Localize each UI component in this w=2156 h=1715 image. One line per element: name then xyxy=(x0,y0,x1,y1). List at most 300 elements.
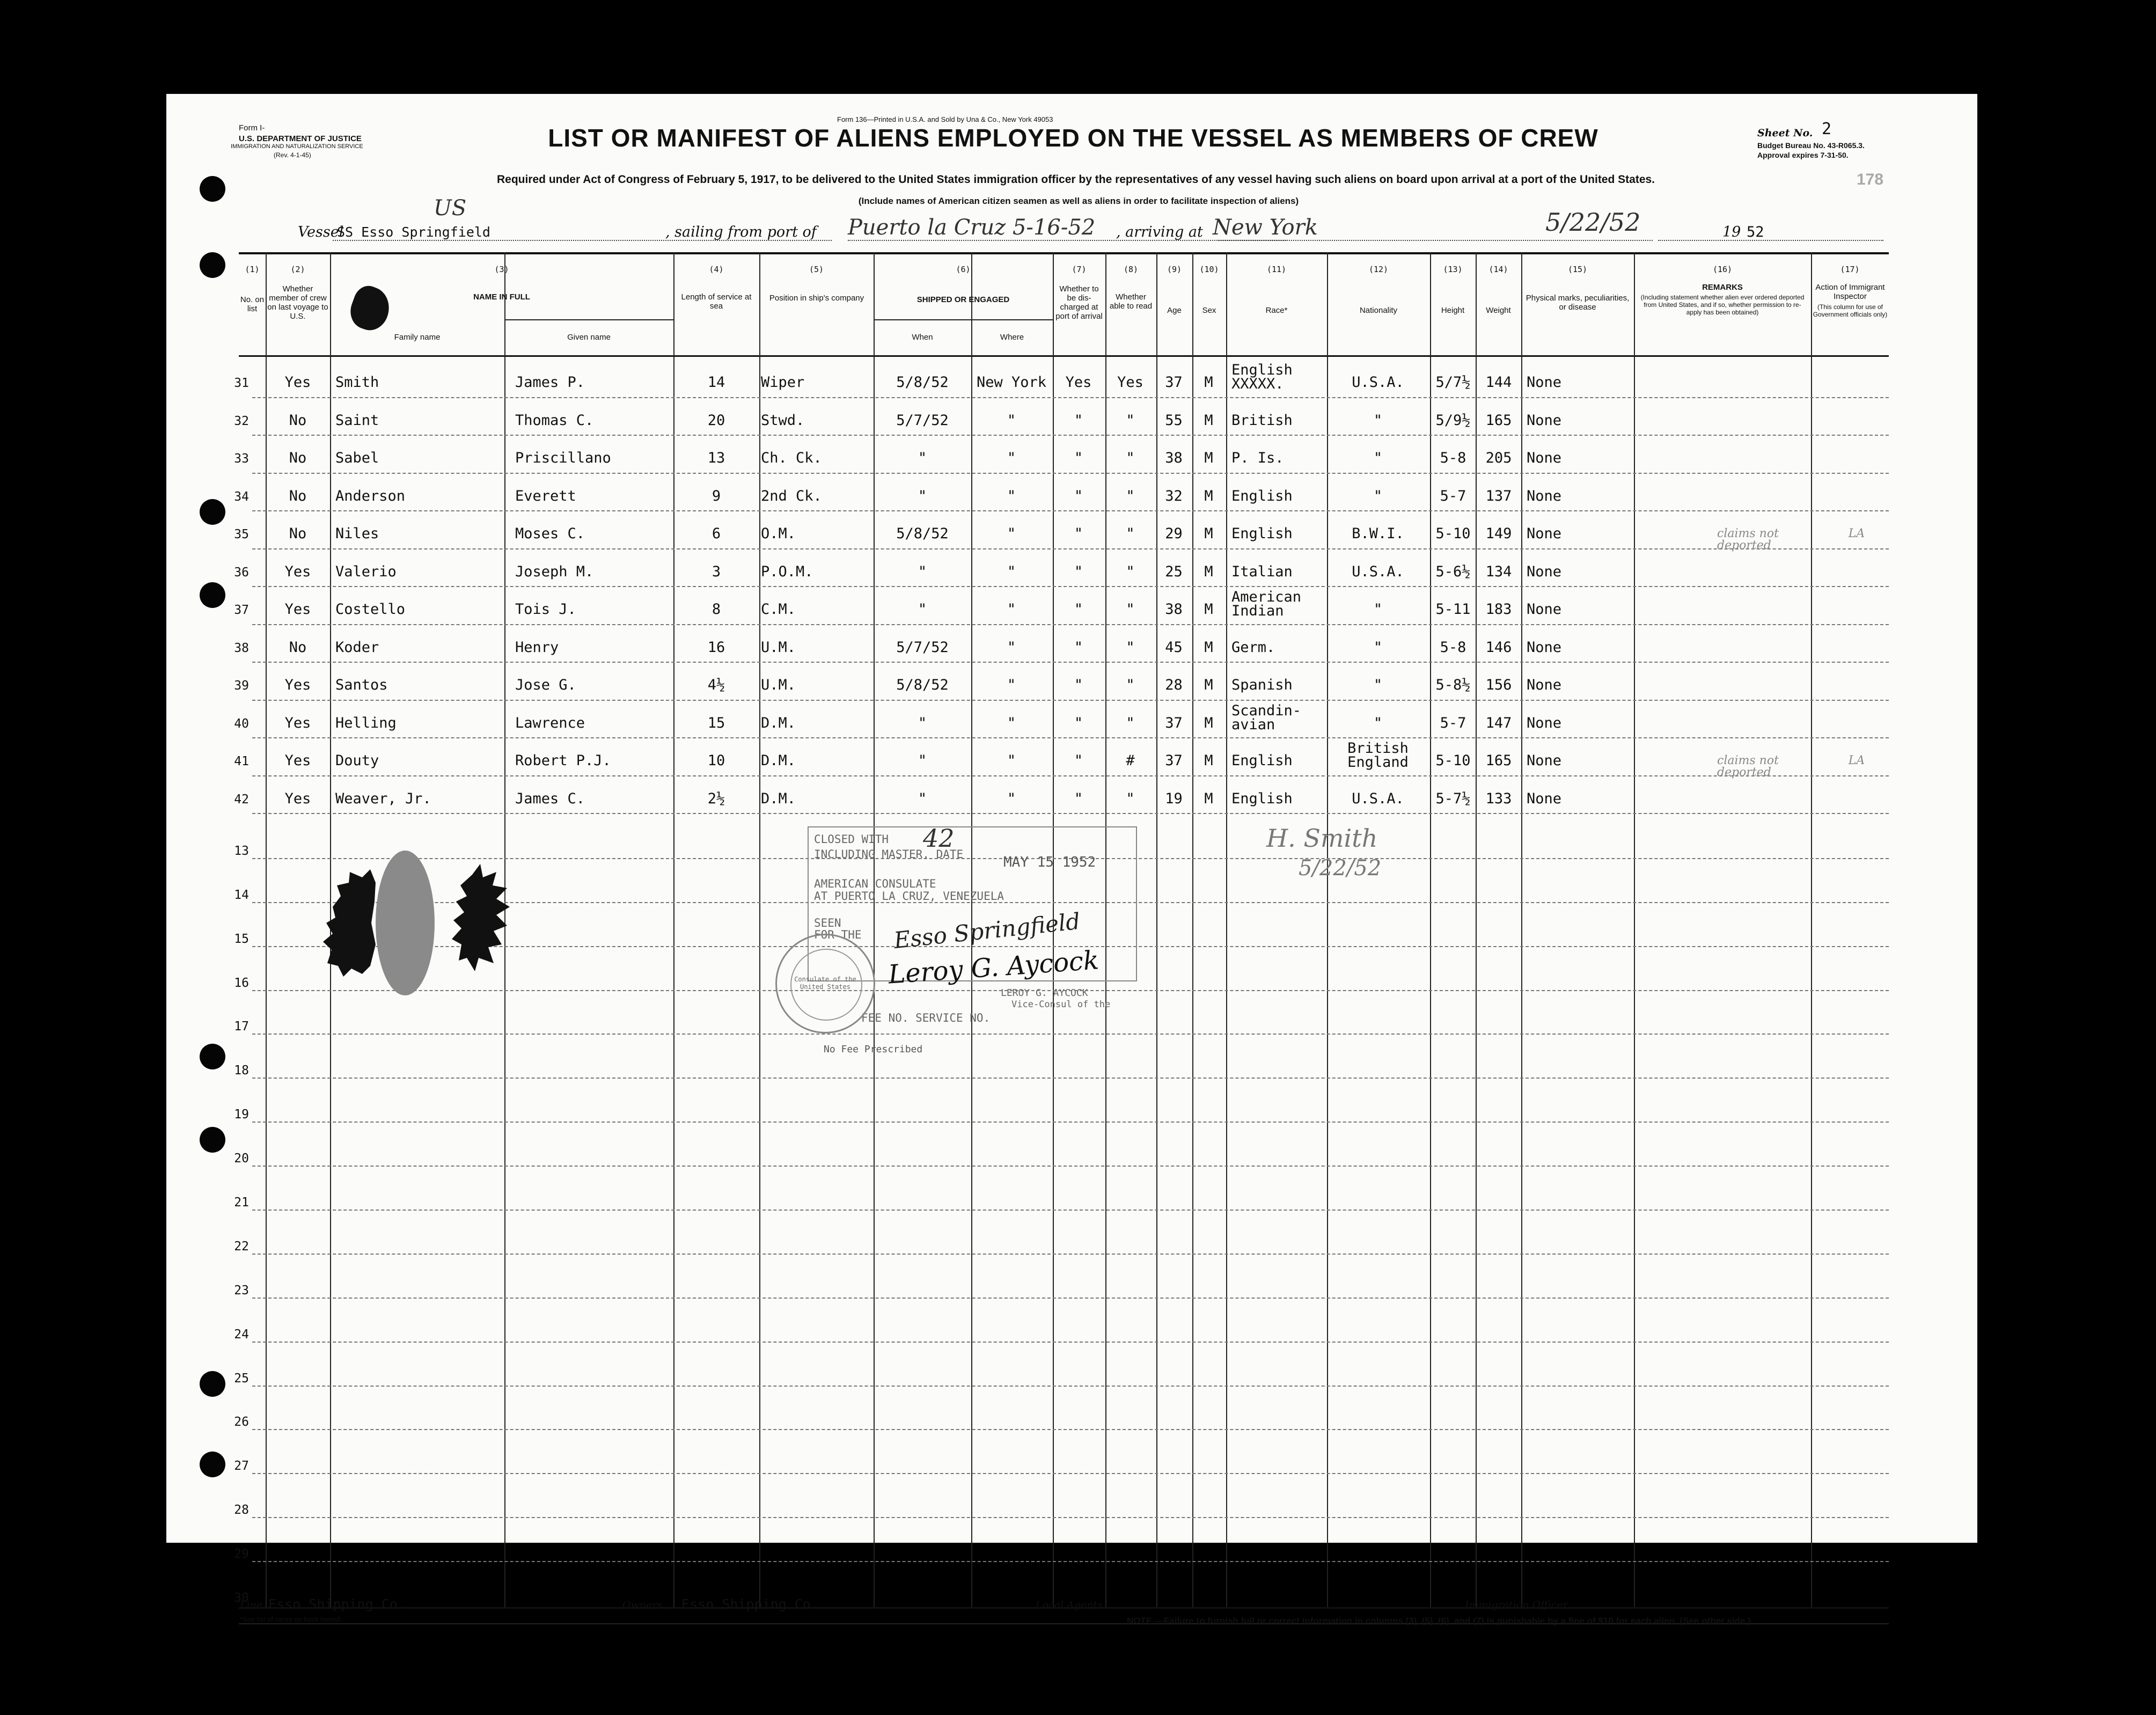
position-cell: P.O.M. xyxy=(761,563,813,580)
service-length-cell: 16 xyxy=(707,639,725,656)
service-length-cell: 20 xyxy=(707,412,725,429)
remarks-cell: claims not deported xyxy=(1717,754,1779,779)
footer-note: NOTE.—Failure to furnish full or correct information in columns (3), (5), (6), and (7) is punishable by a fine of $10 for each alien. (See other side.) xyxy=(1127,1616,1751,1626)
age-cell: 29 xyxy=(1165,525,1183,542)
officer-name: LEROY G. AYCOCK xyxy=(1001,987,1088,999)
physical-marks-cell: None xyxy=(1527,412,1562,429)
header-height: Height xyxy=(1441,306,1465,315)
given-name-cell: James C. xyxy=(515,790,585,807)
shipped-when-cell: 5/8/52 xyxy=(896,677,949,693)
sailing-label: , sailing from port of xyxy=(665,224,817,240)
position-cell: 2nd Ck. xyxy=(761,487,822,504)
discharged-cell: " xyxy=(1074,601,1083,618)
service-length-cell: 3 xyxy=(712,563,721,580)
header-where: Where xyxy=(1000,333,1024,342)
col-num-8: (8) xyxy=(1123,265,1139,274)
row-number: 37 xyxy=(234,603,249,617)
height-cell: 5-6½ xyxy=(1435,563,1471,580)
family-name-cell: Santos xyxy=(335,677,388,693)
discharged-cell: Yes xyxy=(1065,374,1092,391)
officer-signature: H. Smith xyxy=(1266,824,1378,853)
height-cell: 5-11 xyxy=(1435,601,1471,618)
header-position: Position in ship's company xyxy=(769,294,864,303)
row-number: 23 xyxy=(234,1283,249,1298)
row-divider xyxy=(252,1254,1889,1255)
ink-blot xyxy=(345,282,395,335)
able-to-read-cell: " xyxy=(1126,677,1135,693)
height-cell: 5-8½ xyxy=(1435,677,1471,693)
age-cell: 25 xyxy=(1165,563,1183,580)
given-name-cell: James P. xyxy=(515,374,585,391)
given-name-cell: Thomas C. xyxy=(515,412,594,429)
sheet-label: Sheet No. xyxy=(1757,127,1813,139)
arriving-label: , arriving at xyxy=(1116,224,1203,240)
stamp-date: MAY 15 1952 xyxy=(1003,854,1096,870)
row-divider xyxy=(252,1473,1889,1474)
height-cell: 5-8 xyxy=(1440,639,1466,656)
height-cell: 5-7½ xyxy=(1435,790,1471,807)
shipped-where-cell: " xyxy=(1007,790,1016,807)
service: IMMIGRATION AND NATURALIZATION SERVICE xyxy=(231,143,363,150)
given-name-cell: Everett xyxy=(515,487,576,504)
row-number: 40 xyxy=(234,716,249,731)
race-cell: English xyxy=(1231,790,1293,807)
service-length-cell: 14 xyxy=(707,374,725,391)
officer-title: Vice-Consul of the xyxy=(1011,999,1111,1010)
shipped-when-cell: " xyxy=(918,714,927,731)
year: 52 xyxy=(1747,224,1764,240)
given-name-cell: Jose G. xyxy=(515,677,576,693)
row-divider xyxy=(252,700,1889,701)
nationality-cell: " xyxy=(1373,487,1383,504)
row-number: 21 xyxy=(234,1196,249,1210)
row-divider xyxy=(252,510,1889,511)
header-age: Age xyxy=(1167,306,1182,315)
last-voyage-cell: No xyxy=(289,412,307,429)
sex-cell: M xyxy=(1204,677,1213,693)
manifest-sheet xyxy=(166,94,1977,1626)
physical-marks-cell: None xyxy=(1527,752,1562,769)
position-cell: C.M. xyxy=(761,601,796,618)
shipped-where-cell: " xyxy=(1007,450,1016,466)
header-nationality: Nationality xyxy=(1359,306,1398,315)
physical-marks-cell: None xyxy=(1527,677,1562,693)
col-num-2: (2) xyxy=(290,265,305,274)
department: U.S. DEPARTMENT OF JUSTICE xyxy=(239,134,362,143)
sex-cell: M xyxy=(1204,752,1213,769)
immigration-officer-label: Immigration Officer xyxy=(1465,1599,1568,1611)
row-divider xyxy=(252,1386,1889,1387)
height-cell: 5-10 xyxy=(1435,752,1471,769)
height-cell: 5-7 xyxy=(1440,487,1466,504)
position-cell: Ch. Ck. xyxy=(761,450,822,466)
binder-hole xyxy=(200,582,225,608)
row-number: 26 xyxy=(234,1415,249,1430)
sheet-number: 2 xyxy=(1822,120,1832,138)
shipped-where-cell: " xyxy=(1007,752,1016,769)
discharged-cell: " xyxy=(1074,714,1083,731)
weight-cell: 156 xyxy=(1485,677,1512,693)
row-divider xyxy=(252,1122,1889,1123)
age-cell: 19 xyxy=(1165,790,1183,807)
no-fee-note: No Fee Prescribed xyxy=(824,1044,923,1055)
position-cell: D.M. xyxy=(761,790,796,807)
line-value: Esso Shipping Co. xyxy=(268,1596,406,1612)
family-name-cell: Anderson xyxy=(335,487,406,504)
discharged-cell: " xyxy=(1074,752,1083,769)
service-length-cell: 8 xyxy=(712,601,721,618)
given-name-cell: Moses C. xyxy=(515,525,585,542)
header-physical-marks: Physical marks, peculiarities, or disease xyxy=(1526,294,1630,312)
family-name-cell: Niles xyxy=(335,525,379,542)
row-number: 29 xyxy=(234,1547,249,1562)
sex-cell: M xyxy=(1204,374,1213,391)
row-divider xyxy=(252,1298,1889,1299)
able-to-read-cell: " xyxy=(1126,601,1135,618)
discharged-cell: " xyxy=(1074,639,1083,656)
family-name-cell: Saint xyxy=(335,412,379,429)
col-num-13: (13) xyxy=(1443,265,1463,274)
consulate-seal xyxy=(775,934,875,1034)
header-name-in-full: NAME IN FULL xyxy=(473,292,530,302)
weight-cell: 165 xyxy=(1485,752,1512,769)
col-num-5: (5) xyxy=(809,265,824,274)
family-name-cell: Valerio xyxy=(335,563,397,580)
row-divider xyxy=(252,1210,1889,1211)
shipped-when-cell: " xyxy=(918,487,927,504)
family-name-cell: Sabel xyxy=(335,450,379,466)
shipped-when-cell: " xyxy=(918,601,927,618)
able-to-read-cell: Yes xyxy=(1117,374,1143,391)
binder-hole xyxy=(200,1044,225,1069)
shipped-when-cell: 5/7/52 xyxy=(896,639,949,656)
age-cell: 45 xyxy=(1165,639,1183,656)
shipped-when-cell: " xyxy=(918,790,927,807)
shipped-when-cell: " xyxy=(918,752,927,769)
row-divider xyxy=(252,473,1889,474)
sex-cell: M xyxy=(1204,601,1213,618)
weight-cell: 134 xyxy=(1485,563,1512,580)
nationality-cell: " xyxy=(1373,412,1383,429)
col-num-14: (14) xyxy=(1488,265,1508,274)
weight-cell: 133 xyxy=(1485,790,1512,807)
header-sex: Sex xyxy=(1202,306,1216,315)
sex-cell: M xyxy=(1204,563,1213,580)
race-cell: American Indian xyxy=(1231,589,1302,619)
discharged-cell: " xyxy=(1074,450,1083,466)
row-number: 16 xyxy=(234,976,249,990)
row-divider xyxy=(252,1078,1889,1079)
age-cell: 32 xyxy=(1165,487,1183,504)
binder-hole xyxy=(200,176,225,202)
row-number: 39 xyxy=(234,679,249,693)
vessel-name: SS Esso Springfield xyxy=(337,224,490,240)
weight-cell: 149 xyxy=(1485,525,1512,542)
race-cell: Germ. xyxy=(1231,639,1275,656)
line-label: Line xyxy=(240,1599,263,1611)
nationality-cell: U.S.A. xyxy=(1352,563,1404,580)
col-num-12: (12) xyxy=(1368,265,1389,274)
row-number: 13 xyxy=(234,844,249,858)
shipped-where-cell: " xyxy=(1007,639,1016,656)
form-subtitle-2: (Include names of American citizen seamen as well as aliens in order to facilitate inspection of aliens) xyxy=(858,196,1299,206)
height-cell: 5-8 xyxy=(1440,450,1466,466)
given-name-cell: Lawrence xyxy=(515,714,585,731)
row-divider xyxy=(252,1166,1889,1167)
col-num-7: (7) xyxy=(1072,265,1087,274)
given-name-cell: Robert P.J. xyxy=(515,752,611,769)
owners-label: Owners xyxy=(622,1599,663,1611)
shipped-where-cell: " xyxy=(1007,563,1016,580)
row-divider xyxy=(252,813,1889,814)
weight-cell: 183 xyxy=(1485,601,1512,618)
row-number: 24 xyxy=(234,1327,249,1342)
shipped-when-cell: 5/8/52 xyxy=(896,374,949,391)
race-cell: Spanish xyxy=(1231,677,1293,693)
header-remarks-note: (Including statement whether alien ever ordered deported from United States, and if so, whether permission to re-apply has been obtained) xyxy=(1640,294,1805,316)
race-cell: P. Is. xyxy=(1231,450,1284,466)
family-name-cell: Koder xyxy=(335,639,379,656)
owners-value: Esso Shipping Co. xyxy=(681,1596,819,1612)
stamp-closed-count: 42 xyxy=(923,824,955,853)
sex-cell: M xyxy=(1204,714,1213,731)
last-voyage-cell: Yes xyxy=(284,563,311,580)
row-divider xyxy=(252,435,1889,436)
consul-signature: Leroy G. Aycock xyxy=(887,945,1100,990)
header-last-voyage: Whether member of crew on last voyage to U.S. xyxy=(267,284,328,321)
arriving-at: New York xyxy=(1213,215,1318,240)
height-cell: 5/7½ xyxy=(1435,374,1471,391)
stamp-fee-line: FEE NO. SERVICE NO. xyxy=(861,1012,991,1024)
row-number: 25 xyxy=(234,1371,249,1386)
given-name-cell: Henry xyxy=(515,639,559,656)
nationality-cell: " xyxy=(1373,639,1383,656)
binder-hole xyxy=(200,1127,225,1153)
row-number: 32 xyxy=(234,414,249,428)
col-num-16: (16) xyxy=(1712,265,1733,274)
row-number: 36 xyxy=(234,565,249,580)
weight-cell: 165 xyxy=(1485,412,1512,429)
row-number: 27 xyxy=(234,1459,249,1474)
physical-marks-cell: None xyxy=(1527,714,1562,731)
last-voyage-cell: No xyxy=(289,487,307,504)
col-num-3: (3) xyxy=(494,265,509,274)
signature-date: 5/22/52 xyxy=(1299,856,1382,881)
sex-cell: M xyxy=(1204,639,1213,656)
able-to-read-cell: " xyxy=(1126,487,1135,504)
service-length-cell: 15 xyxy=(707,714,725,731)
physical-marks-cell: None xyxy=(1527,450,1562,466)
discharged-cell: " xyxy=(1074,487,1083,504)
family-name-cell: Helling xyxy=(335,714,397,731)
position-cell: U.M. xyxy=(761,639,796,656)
row-number: 17 xyxy=(234,1020,249,1034)
position-cell: D.M. xyxy=(761,714,796,731)
race-cell: English xyxy=(1231,752,1293,769)
sex-cell: M xyxy=(1204,412,1213,429)
row-number: 14 xyxy=(234,888,249,902)
last-voyage-cell: Yes xyxy=(284,374,311,391)
row-divider xyxy=(252,1429,1889,1430)
weight-cell: 144 xyxy=(1485,374,1512,391)
discharged-cell: " xyxy=(1074,677,1083,693)
row-number: 18 xyxy=(234,1064,249,1078)
row-divider xyxy=(252,1517,1889,1518)
given-name-cell: Priscillano xyxy=(515,450,611,466)
binder-hole xyxy=(200,252,225,278)
height-cell: 5/9½ xyxy=(1435,412,1471,429)
year-prefix: 19 xyxy=(1722,224,1741,240)
binder-hole xyxy=(200,499,225,525)
nationality-cell: " xyxy=(1373,677,1383,693)
service-length-cell: 9 xyxy=(712,487,721,504)
sex-cell: M xyxy=(1204,450,1213,466)
row-divider xyxy=(252,737,1889,738)
age-cell: 37 xyxy=(1165,374,1183,391)
stamp-vessel-signature: Esso Springfield xyxy=(892,907,1082,954)
col-num-9: (9) xyxy=(1167,265,1182,274)
header-length-service: Length of service at sea xyxy=(681,292,752,311)
row-number: 34 xyxy=(234,489,249,504)
position-cell: Stwd. xyxy=(761,412,805,429)
page-stamp: 178 xyxy=(1857,171,1884,188)
printer-line: Form 136—Printed in U.S.A. and Sold by Una & Co., New York 49053 xyxy=(837,115,1053,123)
col-num-6: (6) xyxy=(956,265,971,274)
row-divider xyxy=(252,548,1889,549)
able-to-read-cell: # xyxy=(1126,752,1135,769)
vessel-label: Vessel xyxy=(298,224,344,240)
position-cell: O.M. xyxy=(761,525,796,542)
row-divider xyxy=(252,624,1889,625)
row-number: 28 xyxy=(234,1503,249,1518)
nationality-cell: U.S.A. xyxy=(1352,374,1404,391)
shipped-when-cell: 5/7/52 xyxy=(896,412,949,429)
stamp-consulate-location: AT PUERTO LA CRUZ, VENEZUELA xyxy=(814,890,1004,903)
col-num-4: (4) xyxy=(709,265,724,274)
service-length-cell: 6 xyxy=(712,525,721,542)
row-number: 22 xyxy=(234,1239,249,1254)
col-num-11: (11) xyxy=(1266,265,1287,274)
able-to-read-cell: " xyxy=(1126,525,1135,542)
last-voyage-cell: Yes xyxy=(284,790,311,807)
row-divider xyxy=(252,1342,1889,1343)
row-number: 15 xyxy=(234,932,249,946)
shipped-where-cell: " xyxy=(1007,677,1016,693)
header-when: When xyxy=(912,333,933,342)
nationality-cell: " xyxy=(1373,450,1383,466)
weight-cell: 205 xyxy=(1485,450,1512,466)
col-num-17: (17) xyxy=(1840,265,1860,274)
weight-cell: 146 xyxy=(1485,639,1512,656)
age-cell: 38 xyxy=(1165,450,1183,466)
physical-marks-cell: None xyxy=(1527,639,1562,656)
approval-expiry: Approval expires 7-31-50. xyxy=(1757,151,1849,159)
vessel-annotation: US xyxy=(434,196,467,221)
row-number: 35 xyxy=(234,527,249,541)
row-number: 33 xyxy=(234,452,249,466)
form-revision: (Rev. 4-1-45) xyxy=(274,151,311,159)
nationality-cell: " xyxy=(1373,601,1383,618)
row-number: 38 xyxy=(234,641,249,655)
weight-cell: 137 xyxy=(1485,487,1512,504)
local-agents-label: Local Agents xyxy=(1036,1599,1103,1611)
shipped-when-cell: 5/8/52 xyxy=(896,525,949,542)
stamp-including: INCLUDING MASTER. DATE xyxy=(814,848,964,861)
race-cell: Scandin- avian xyxy=(1231,702,1302,733)
discharged-cell: " xyxy=(1074,525,1083,542)
races-note: *See list of races on back hereof. xyxy=(240,1615,342,1623)
binder-hole xyxy=(200,1452,225,1477)
consulate-stamp xyxy=(794,824,1148,1055)
able-to-read-cell: " xyxy=(1126,714,1135,731)
header-able-to-read: Whether able to read xyxy=(1109,292,1153,311)
race-cell: Italian xyxy=(1231,563,1293,580)
nationality-cell: B.W.I. xyxy=(1352,525,1404,542)
service-length-cell: 13 xyxy=(707,450,725,466)
discharged-cell: " xyxy=(1074,412,1083,429)
header-action-note: (This column for use of Government officials only) xyxy=(1813,303,1888,318)
physical-marks-cell: None xyxy=(1527,374,1562,391)
last-voyage-cell: No xyxy=(289,525,307,542)
stamp-for-the: FOR THE xyxy=(814,928,862,941)
row-divider xyxy=(252,662,1889,663)
race-cell: English xyxy=(1231,525,1293,542)
row-divider xyxy=(252,586,1889,587)
row-divider xyxy=(252,397,1889,398)
shipped-where-cell: " xyxy=(1007,714,1016,731)
position-cell: D.M. xyxy=(761,752,796,769)
row-number: 20 xyxy=(234,1152,249,1166)
shipped-where-cell: New York xyxy=(976,374,1047,391)
physical-marks-cell: None xyxy=(1527,790,1562,807)
sex-cell: M xyxy=(1204,790,1213,807)
last-voyage-cell: No xyxy=(289,450,307,466)
shipped-where-cell: " xyxy=(1007,525,1016,542)
row-number: 41 xyxy=(234,754,249,768)
service-length-cell: 4½ xyxy=(707,677,725,693)
header-weight: Weight xyxy=(1486,306,1511,315)
header-shipped-engaged: SHIPPED OR ENGAGED xyxy=(916,295,1010,304)
shipped-when-cell: " xyxy=(918,450,927,466)
able-to-read-cell: " xyxy=(1126,639,1135,656)
discharged-cell: " xyxy=(1074,790,1083,807)
form-subtitle: Required under Act of Congress of February 5, 1917, to be delivered to the United States immigration officer by the representatives of any vessel having such aliens on board upon arrival at a port of the United States. xyxy=(496,173,1655,186)
shipped-where-cell: " xyxy=(1007,412,1016,429)
able-to-read-cell: " xyxy=(1126,450,1135,466)
age-cell: 38 xyxy=(1165,601,1183,618)
physical-marks-cell: None xyxy=(1527,563,1562,580)
stamp-closed-with: CLOSED WITH xyxy=(814,833,889,846)
service-length-cell: 10 xyxy=(707,752,725,769)
arrival-date: 5/22/52 xyxy=(1545,208,1641,237)
family-name-cell: Weaver, Jr. xyxy=(335,790,431,807)
row-number: 30 xyxy=(234,1591,249,1605)
col-num-10: (10) xyxy=(1199,265,1219,274)
last-voyage-cell: Yes xyxy=(284,601,311,618)
sailing-from: Puerto la Cruz 5-16-52 xyxy=(848,215,1096,240)
physical-marks-cell: None xyxy=(1527,525,1562,542)
action-cell: LA xyxy=(1848,754,1865,767)
discharged-cell: " xyxy=(1074,563,1083,580)
row-number: 31 xyxy=(234,376,249,390)
budget-bureau: Budget Bureau No. 43-R065.3. xyxy=(1757,141,1865,150)
header-discharged: Whether to be dis-charged at port of arrival xyxy=(1055,284,1103,321)
remarks-cell: claims not deported xyxy=(1717,527,1779,552)
able-to-read-cell: " xyxy=(1126,412,1135,429)
stamp-seen: SEEN xyxy=(814,917,841,929)
service-length-cell: 2½ xyxy=(707,790,725,807)
stamp-consulate: AMERICAN CONSULATE xyxy=(814,877,936,890)
